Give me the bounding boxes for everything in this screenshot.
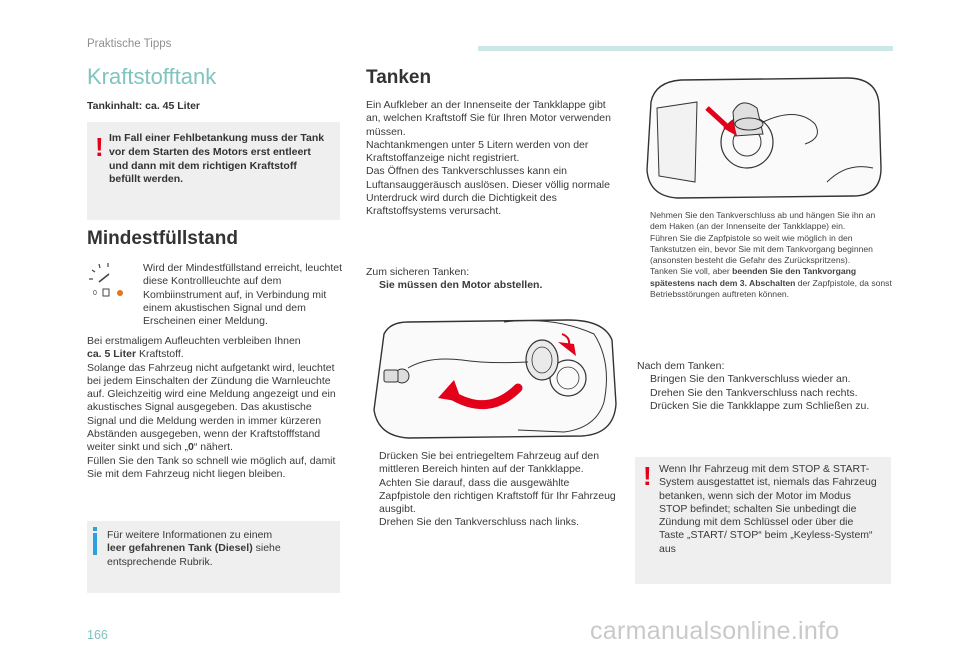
fuel-reserve-paragraph: [87, 335, 342, 481]
para2-zero: 0: [187, 441, 194, 454]
after-step-2: Drehen Sie den Tankverschluss nach rechts.: [650, 386, 858, 399]
svg-text:0: 0: [93, 290, 97, 297]
info-a: Für weitere Informationen zu einem: [107, 529, 273, 541]
section-bar: [478, 46, 893, 51]
zum-sicheren: Zum sicheren Tanken:: [366, 266, 470, 278]
safety-block: [366, 266, 618, 293]
tanken-heading: Tanken: [366, 67, 432, 88]
para1-a: Bei erstmaligem Aufleuchten verbleiben Ihnen: [87, 335, 301, 347]
info-b: leer gefahrenen Tank (Diesel): [107, 542, 253, 555]
motor-stop: Sie müssen den Motor abstellen.: [379, 279, 543, 292]
stop-start-warning: [635, 457, 891, 584]
info-c: siehe entsprechende Rubrik.: [107, 542, 281, 568]
intro-3: Das Öffnen des Tankverschlusses kann ein Luftansauggeräusch auslösen. Dieser völlig normale Unterdruck wird durch die Dichtigkeit des Kraftstoffsystems verursacht.: [366, 165, 610, 218]
stop-start-text: Wenn Ihr Fahrzeug mit dem STOP & START-System ausgestattet ist, niemals das Fahrzeug betanken, wenn sich der Motor im Modus STOP befindet; schalten Sie unbedingt die Zündung mit dem Schlüssel oder über die Taste „START/ STOP“ beim „Keyless-System“ aus: [659, 463, 877, 555]
note-3a: Tanken Sie voll, aber: [650, 266, 733, 277]
fuel-cap-illustration: [368, 314, 620, 442]
para2-end: “ nähert.: [193, 441, 233, 454]
mindest-heading: Mindestfüllstand: [87, 228, 238, 249]
info-text: [107, 529, 332, 569]
after-refuel: [637, 360, 892, 413]
intro-2: Nachtankmengen unter 5 Litern werden von der Kraftstoffanzeige nicht registriert.: [366, 138, 589, 165]
fuel-gauge-icon: [87, 258, 137, 308]
section-label: Praktische Tipps: [87, 38, 172, 50]
warning-icon: !: [95, 132, 104, 162]
note-2: Führen Sie die Zapfpistole so weit wie möglich in den Tankstutzen ein, bevor Sie mit dem Tankvorgang beginnen (ansonsten besteht die Gefahr des Zurückspritzens).: [650, 232, 873, 266]
warning-icon: !: [643, 461, 652, 491]
para1-b: ca. 5 Liter: [87, 348, 137, 361]
warning-box: [87, 122, 340, 220]
para2: Solange das Fahrzeug nicht aufgetankt wird, leuchtet bei jedem Einschalten der Zündung die Warnleuchte auf. Gleichzeitig wird eine Meldung angezeigt und ein akustisches Signal ausgegeben. Das akustische Signal und die Meldung werden in immer kürzeren Abständen ausgegeben, wenn der Kraftstofffstand weiter sinkt und sich „: [87, 361, 336, 454]
para1-c: Kraftstoff.: [136, 348, 184, 361]
step-3: Drehen Sie den Tankverschluss nach links.: [379, 516, 579, 529]
note-1: Nehmen Sie den Tankverschluss ab und hängen Sie ihn an dem Haken (an der Innenseite der Tankklappe) ein.: [650, 210, 876, 232]
warning-text: Im Fall einer Fehlbetankung muss der Tank vor dem Starten des Motors erst entleert und dann mit dem richtigen Kraftstoff befüllt werden.: [109, 132, 325, 186]
step-2: Achten Sie darauf, dass die ausgewählte Zapfpistole den richtigen Kraftstoff für Ihr Fahrzeug ausgibt.: [379, 476, 616, 516]
small-notes: [637, 210, 892, 300]
after-heading: Nach dem Tanken:: [637, 360, 725, 372]
step-1: Drücken Sie bei entriegeltem Fahrzeug auf den mittleren Bereich hinten auf der Tankklappe.: [379, 450, 600, 476]
info-box: [87, 521, 340, 593]
note-3b: beenden Sie den Tankvorgang spätestens nach dem 3. Abschalten: [650, 266, 857, 288]
tank-capacity: Tankinhalt: ca. 45 Liter: [87, 100, 201, 112]
info-icon: [93, 533, 97, 555]
page-title: Kraftstofftank: [87, 64, 217, 89]
para3: Füllen Sie den Tank so schnell wie möglich auf, damit Sie mit dem Fahrzeug nicht liegen bleiben.: [87, 454, 336, 480]
after-step-3: Drücken Sie die Tankklappe zum Schließen zu.: [650, 399, 870, 412]
fuel-nozzle-illustration: [637, 72, 887, 202]
page-number: 166: [87, 628, 108, 642]
note-3c: der Zapfpistole, da sonst Betriebsstörungen auftreten können.: [650, 277, 892, 300]
intro-1: Ein Aufkleber an der Innenseite der Tankklappe gibt an, welchen Kraftstoff Sie für Ihren Motor verwenden müssen.: [366, 99, 611, 138]
after-step-1: Bringen Sie den Tankverschluss wieder an.: [650, 373, 851, 386]
gauge-text: Wird der Mindestfüllstand erreicht, leuchtet diese Kontrollleuchte auf dem Kombiinstrument auf, in Verbindung mit einem akustischen Signal und dem Erscheinen einer Meldung.: [143, 262, 343, 328]
watermark: carmanualsonline.info: [590, 617, 840, 645]
tanken-intro: [366, 99, 618, 219]
steps-list: [366, 450, 618, 530]
